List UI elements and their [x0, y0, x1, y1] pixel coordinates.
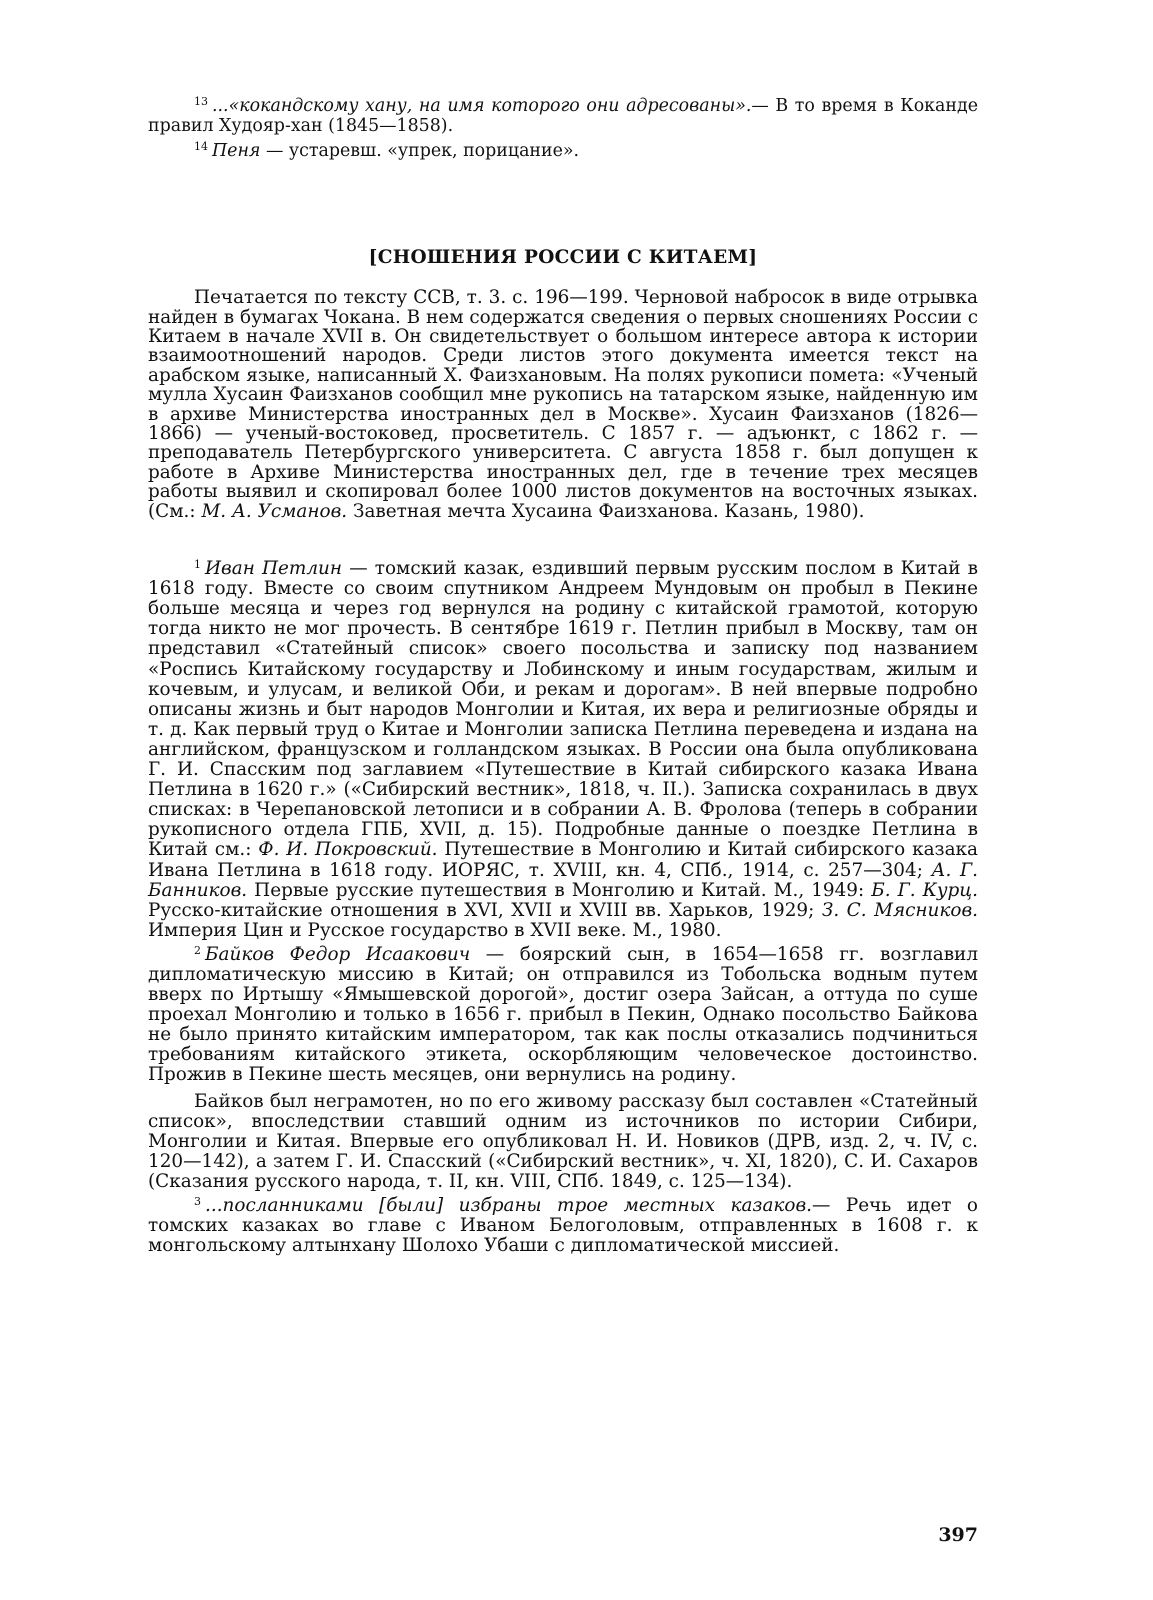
footnote-text: Первые русские путешествия в Монголию и Китай. М., 1949:	[247, 879, 872, 901]
intro-author: М. А. Усманов.	[201, 500, 348, 522]
footnote-author: З. С. Мясников.	[821, 899, 978, 921]
footnote-author: Б. Г. Курц.	[871, 879, 978, 901]
footnote-number: 2	[194, 943, 201, 957]
footnote-author: Ф. И. Покровский.	[258, 839, 438, 861]
footnote-text: Империя Цин и Русское государство в XVII веке. М., 1980.	[148, 919, 722, 941]
page	[148, 92, 978, 1552]
footnote-3	[148, 1192, 978, 1256]
footnote-13	[148, 92, 978, 137]
footnote-lead: ...посланниками [были] избраны трое местных казаков.	[205, 1195, 813, 1216]
note-text: — В то время в Коканде правил Худояр-хан (1845—1858).	[148, 96, 978, 137]
footnote-lead: Иван Петлин	[205, 558, 343, 580]
note-number: 13	[194, 95, 208, 108]
footnote-author: А. Г. Банников.	[148, 859, 978, 901]
footnote-text: — боярский сын, в 1654—1658 гг. возглавил дипломатическую миссию в Китай; он отправился из Тобольска водным путем вверх по Иртышу «Ямышевской дорогой», достиг озера Зайсан, а оттуда по суше проехал Монголию и только в 1656 г. прибыл в Пекин, Однако посольство Байкова не было принято китайским императором, так как послы отказались подчиниться требованиям китайского этикета, оскорбляющим человеческое достоинство. Прожив в Пекине шесть месяцев, они вернулись на родину.	[148, 943, 978, 1086]
footnote-2-continued: Байков был неграмотен, но по его живому рассказу был составлен «Статейный список», впоследствии ставший одним из источников по истории Сибири, Монголии и Китая. Впервые его опубликовал Н. И. Новиков (ДРВ, изд. 2, ч. IV, с. 120—142), а затем Г. И. Спасский («Сибирский вестник», ч. XI, 1820), С. И. Сахаров (Сказания русского народа, т. II, кн. VIII, СПб. 1849, с. 125—134).	[148, 1090, 978, 1192]
note-lead: Пеня	[212, 140, 261, 161]
note-text: — устаревш. «упрек, порицание».	[260, 140, 580, 161]
footnote-text: Путешествие в Монголию и Китай сибирского казака Ивана Петлина в 1618 году. ИОРЯС, т. XVIII, кн. 4, СПб., 1914, с. 257—304;	[148, 839, 978, 881]
footnote-text: Русско-китайские отношения в XVI, XVII и XVIII вв. Харьков, 1929;	[148, 899, 822, 921]
section-heading: [СНОШЕНИЯ РОССИИ С КИТАЕМ]	[368, 247, 758, 269]
footnote-text: — Речь идет о томских казаках во главе с Иваном Белоголовым, отправленных в 1608 г. к монгольскому алтынхану Шолохо Убаши с дипломатической миссией.	[148, 1195, 978, 1257]
page-number: 397	[938, 1524, 978, 1546]
footnote-1	[148, 555, 978, 941]
intro-text-end: Заветная мечта Хусаина Фаизханова. Казань, 1980).	[347, 500, 865, 522]
note-lead: ...«кокандскому хану, на имя которого они адресованы».	[212, 96, 752, 116]
note-number: 14	[194, 139, 208, 153]
intro-text: Печатается по тексту ССВ, т. 3. с. 196—199. Черновой набросок в виде отрывка найден в бумагах Чокана. В нем содержатся сведения о первых сношениях России с Китаем в начале XVII в. Он свидетельствует о большом интересе автора к истории взаимоотношений народов. Среди листов этого документа имеется текст на арабском языке, написанный Х. Фаизхановым. На полях рукописи помета: «Ученый мулла Хусаин Фаизханов сообщил мне рукопись на татарском языке, найденную им в архиве Министерства иностранных дел в Москве». Хусаин Фаизханов (1826—1866) — ученый-востоковед, просветитель. С 1857 г. — адъюнкт, с 1862 г. — преподаватель Петербургского университета. С августа 1858 г. был допущен к работе в Архиве Министерства иностранных дел, где в течение трех месяцев работы выявил и скопировал более 1000 листов документов на восточных языках. (См.:	[148, 287, 978, 522]
footnote-14	[148, 137, 978, 161]
intro-paragraph	[148, 288, 978, 521]
footnote-number: 3	[194, 1195, 201, 1208]
footnote-2	[148, 941, 978, 1086]
footnote-lead: Байков Федор Исаакович	[205, 943, 471, 965]
footnote-text: — томский казак, ездивший первым русским послом в Китай в 1618 году. Вместе со своим спутником Андреем Мундовым он пробыл в Пекине больше месяца и через год вернулся на родину с китайской грамотой, которую тогда никто не мог прочесть. В сентябре 1619 г. Петлин прибыл в Москву, там он представил «Статейный список» своего посольства и записку под названием «Роспись Китайскому государству и Лобинскому и иным государствам, жилым и кочевым, и улусам, и великой Оби, и рекам и дорогам». В ней впервые подробно описаны жизнь и быт народов Монголии и Китая, их вера и религиозные обряды и т. д. Как первый труд о Китае и Монголии записка Петлина переведена и издана на английском, французском и голландском языках. В России она была опубликована Г. И. Спасским под заглавием «Путешествие в Китай сибирского казака Ивана Петлина в 1620 г.» («Сибирский вестник», 1818, ч. II.). Записка сохранилась в двух списках: в Черепановской летописи и в собрании А. В. Фролова (теперь в собрании рукописного отдела ГПБ, XVII, д. 15). Подробные данные о поездке Петлина в Китай см.:	[148, 558, 978, 861]
footnote-number: 1	[194, 558, 201, 572]
